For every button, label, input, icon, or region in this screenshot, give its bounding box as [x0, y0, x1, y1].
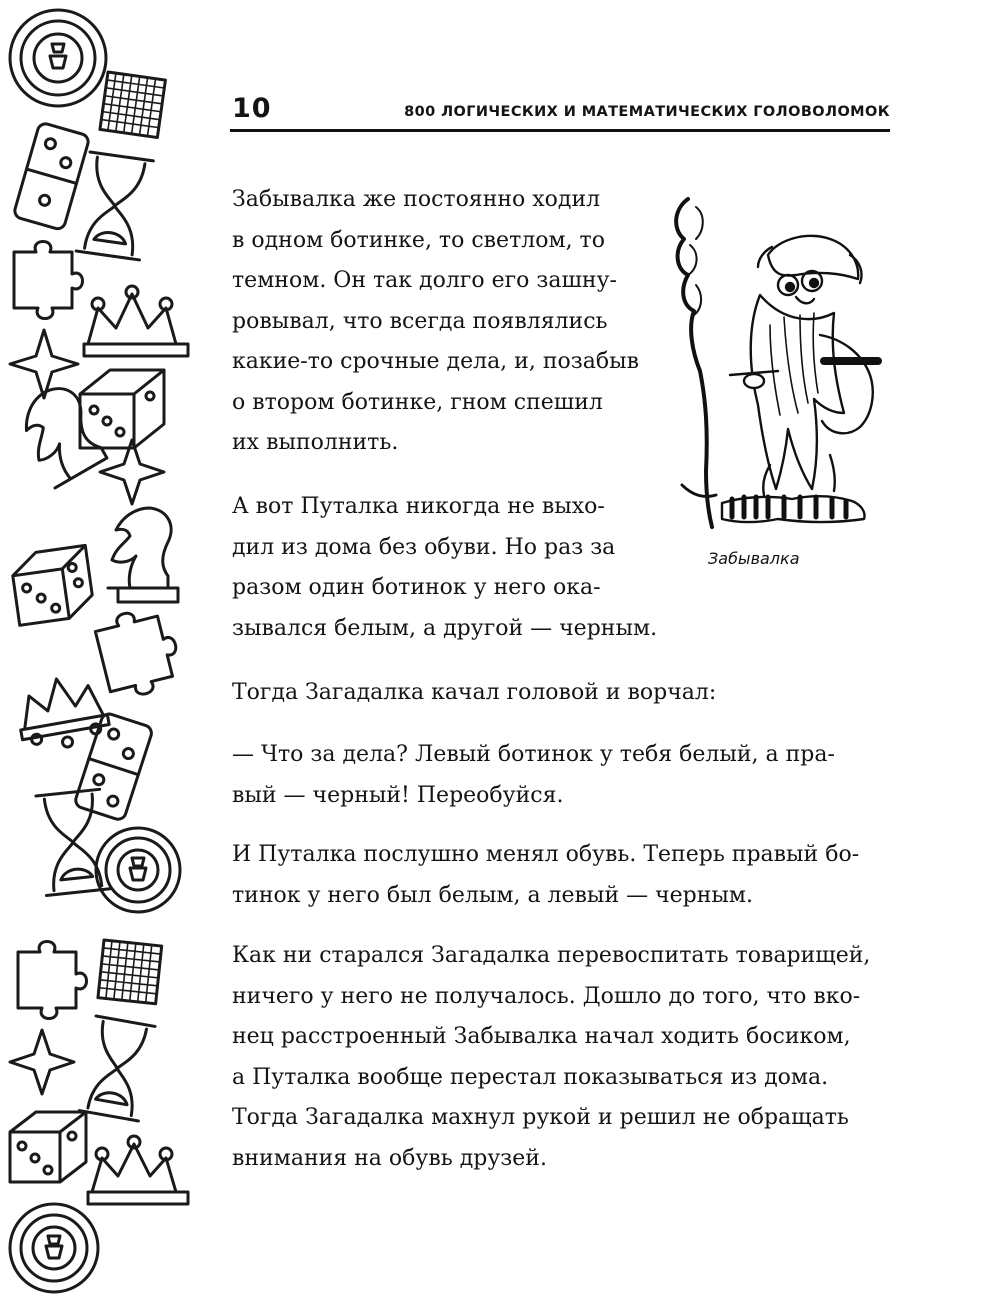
dice-icon	[10, 1112, 86, 1182]
book-title: 800 ЛОГИЧЕСКИХ И МАТЕМАТИЧЕСКИХ ГОЛОВОЛОМОК	[404, 104, 890, 120]
hourglass-icon	[36, 789, 110, 895]
text-line: Забывалка же постоянно ходил	[232, 187, 601, 212]
puzzle-piece-icon	[93, 603, 185, 702]
text-line: внимания на обувь друзей.	[232, 1145, 547, 1171]
illustration-caption: Забывалка	[708, 549, 800, 568]
chess-coin-icon	[10, 10, 106, 106]
text-line: зывался белым, а другой — черным.	[232, 615, 658, 641]
running-head	[230, 92, 890, 132]
text-line: а Путалка вообще перестал показываться из дома.	[232, 1064, 829, 1090]
star-icon	[10, 330, 78, 398]
text-line: о втором ботинке, гном спешил	[232, 389, 603, 415]
decorative-doodle-strip	[0, 0, 200, 1300]
text-line: А вот Путалка никогда не выхо-	[232, 494, 605, 519]
header-rule	[230, 129, 890, 132]
text-line: Тогда Загадалка качал головой и ворчал:	[232, 680, 717, 705]
text-line: ровывал, что всегда появлялись	[232, 308, 608, 334]
text-line: ничего у него не получалось. Дошло до того, что вко-	[232, 983, 861, 1009]
dice-icon	[80, 370, 164, 448]
puzzle-piece-icon	[18, 942, 87, 1019]
star-icon	[10, 1030, 74, 1094]
text-line: Тогда Загадалка махнул рукой и решил не обращать	[232, 1105, 849, 1130]
text-line: их выполнить.	[232, 430, 399, 455]
knight-icon	[11, 380, 110, 488]
chess-coin-icon	[96, 828, 180, 912]
paragraph-3	[232, 673, 894, 714]
grid-board-icon	[98, 940, 162, 1004]
gnome-illustration	[660, 185, 890, 530]
text-line: какие-то срочные дела, и, позабыв	[232, 349, 639, 374]
grid-board-icon	[100, 72, 166, 138]
text-line: дил из дома без обуви. Но раз за	[232, 534, 616, 560]
paragraph-5	[232, 835, 894, 916]
hourglass-icon	[76, 152, 153, 260]
chess-coin-icon	[10, 1204, 98, 1292]
text-line: И Путалка послушно менял обувь. Теперь правый бо-	[232, 842, 860, 867]
text-line: тинок у него был белым, а левый — черным.	[232, 882, 754, 908]
text-line: темном. Он так долго его зашну-	[232, 268, 617, 293]
dice-icon	[10, 545, 95, 625]
text-line: нец расстроенный Забывалка начал ходить босиком,	[232, 1024, 851, 1049]
crown-icon	[88, 1136, 188, 1204]
paragraph-1	[232, 180, 652, 464]
puzzle-piece-icon	[14, 242, 83, 319]
text-line: в одном ботинке, то светлом, то	[232, 227, 605, 253]
text-line: — Что за дела? Левый ботинок у тебя белый, а пра-	[232, 742, 835, 767]
crown-icon	[13, 671, 112, 754]
paragraph-2	[232, 487, 658, 649]
domino-icon	[13, 122, 90, 231]
paragraph-6	[232, 936, 894, 1179]
text-line: разом один ботинок у него ока-	[232, 575, 601, 600]
text-line: Как ни старался Загадалка перевоспитать товарищей,	[232, 943, 871, 968]
page-number: 10	[232, 93, 272, 124]
paragraph-4	[232, 735, 894, 816]
crown-icon	[84, 286, 188, 356]
knight-icon	[108, 508, 178, 602]
hourglass-icon	[79, 1016, 155, 1121]
star-icon	[100, 440, 164, 504]
text-line: вый — черный! Переобуйся.	[232, 782, 564, 808]
